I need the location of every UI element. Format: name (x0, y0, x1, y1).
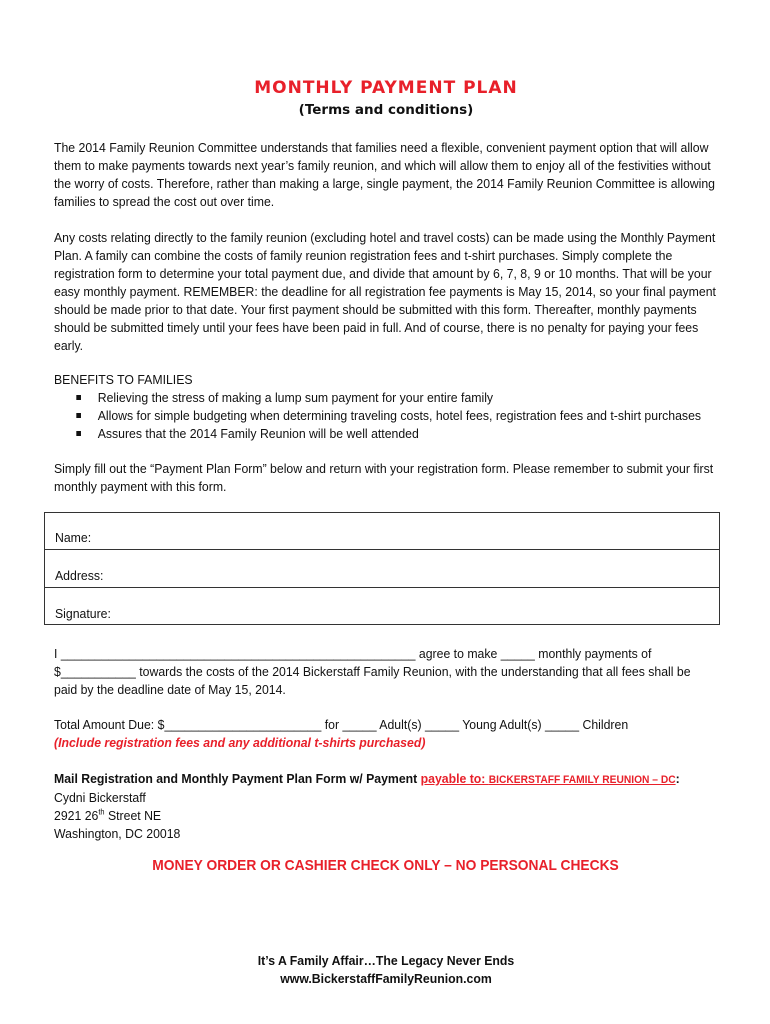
costs-paragraph: Any costs relating directly to the family reunion (excluding hotel and travel costs) can be made using the Monthly Payment Plan. A family can combine the costs of family reunion registration fees and t-shirt purchases. Simply complete the registration form to determine your total payment due, and divide that amount by 6, 7, 8, 9 or 10 months. That will be your easy monthly payment. REMEMBER: the deadline for all registration fee payments is May 15, 2014, so your final payment should be made prior to that date. Your first payment should be submitted with this form. Thereafter, monthly payments should be submitted timely until your fees have been paid in full. And of course, there is no penalty for paying your fees early. (54, 230, 716, 353)
agreement-line: I ____________________________________________________ agree to make _____ monthly payments of (54, 646, 652, 661)
payment-warning (54, 857, 718, 874)
list-item: Assures that the 2014 Family Reunion will be well attended (54, 425, 720, 443)
payment-plan-form (44, 512, 720, 625)
total-amount-line: Total Amount Due: $_______________________ for _____ Adult(s) _____ Young Adult(s) _____ Children (54, 717, 629, 732)
street-name: Street NE (104, 808, 162, 823)
intro-paragraph: The 2014 Family Reunion Committee understands that families need a flexible, convenient payment option that will allow them to make payments towards next year’s family reunion, and which will allow them to enjoy all of the festivities without the worry of costs. Therefore, rather than making a large, single payment, the 2014 Family Reunion Committee is allowing families to spread the cost out over time. (54, 140, 716, 209)
benefits-heading: BENEFITS TO FAMILIES (54, 372, 193, 387)
instructions-paragraph: Simply fill out the “Payment Plan Form” below and return with your registration form. Please remember to submit your first monthly payment with this form. (54, 461, 714, 494)
benefits-list (54, 389, 720, 443)
signature-label: Signature: (55, 606, 111, 621)
page-title: MONTHLY PAYMENT PLAN (254, 78, 518, 98)
name-label: Name: (55, 530, 92, 545)
address-field[interactable] (45, 551, 719, 588)
total-note: (Include registration fees and any additional t-shirts purchased) (54, 735, 426, 750)
mailing-colon: : (675, 771, 680, 786)
payable-to-label: payable to: (420, 771, 489, 786)
total-section (54, 716, 720, 752)
agreement-line: paid by the deadline date of May 15, 2014. (54, 682, 286, 697)
footer-tagline: It’s A Family Affair…The Legacy Never Ends (257, 953, 515, 968)
footer-website: www.BickerstaffFamilyReunion.com (280, 971, 492, 986)
mailing-lead: Mail Registration and Monthly Payment Plan Form w/ Payment (54, 771, 421, 786)
benefits-section (54, 371, 720, 443)
payee-name: BICKERSTAFF FAMILY REUNION – DC (488, 774, 676, 786)
signature-field[interactable] (45, 589, 719, 625)
agreement-paragraph (54, 645, 720, 699)
mailing-section (54, 770, 720, 843)
page-subtitle: (Terms and conditions) (298, 102, 474, 118)
street-address (54, 807, 720, 825)
agreement-line: $___________ towards the costs of the 2014 Bickerstaff Family Reunion, with the understanding that all fees shall be (54, 664, 691, 679)
list-item: Relieving the stress of making a lump sum payment for your entire family (54, 389, 720, 407)
street-number: 2921 26 (54, 808, 99, 823)
list-item: Allows for simple budgeting when determining traveling costs, hotel fees, registration fees and t-shirt purchases (54, 407, 720, 425)
address-label: Address: (55, 568, 104, 583)
mailing-instruction (54, 770, 720, 789)
recipient-name: Cydni Bickerstaff (54, 790, 146, 805)
payment-warning-text: MONEY ORDER OR CASHIER CHECK ONLY – NO PERSONAL CHECKS (152, 857, 620, 874)
street-suffix: th (98, 807, 105, 817)
page-footer (54, 952, 718, 988)
name-field[interactable] (45, 513, 719, 550)
city-line: Washington, DC 20018 (54, 826, 181, 841)
